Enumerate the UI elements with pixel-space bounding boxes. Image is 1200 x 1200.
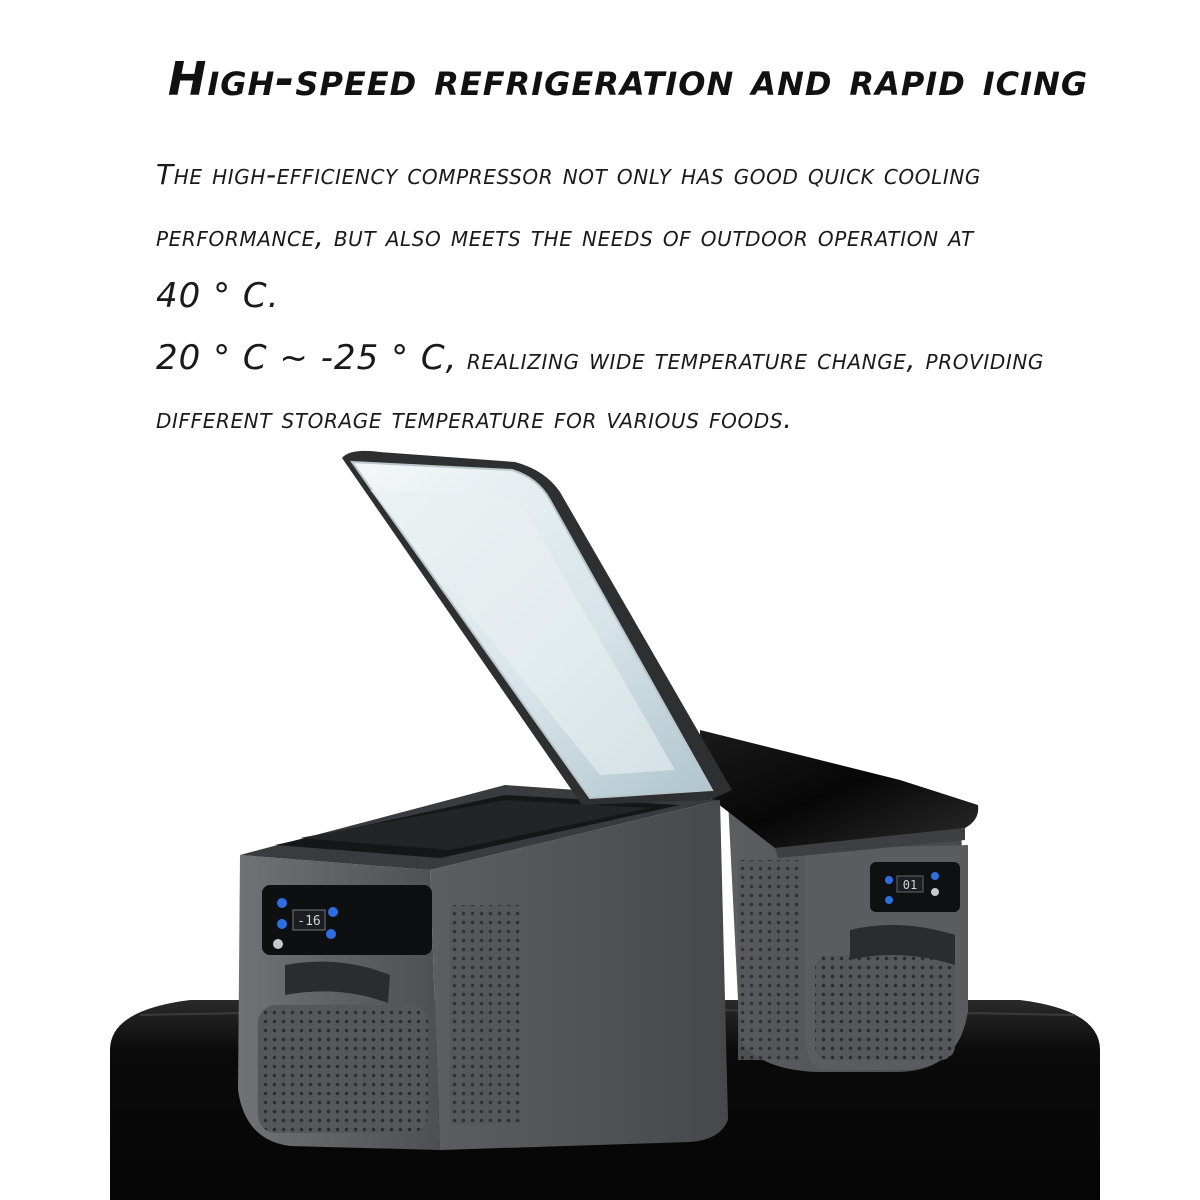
temperature-range: 20 ° C ~ -25 ° C,: [156, 338, 458, 378]
rear-button-icon: [885, 876, 893, 884]
description-line-3: 40 ° C.: [156, 276, 280, 316]
description-line-4: [156, 338, 1106, 378]
rear-display-readout: 01: [902, 878, 918, 892]
glass-lid: [342, 451, 732, 805]
description-line-4-rest: realizing wide temperature change, providing: [457, 343, 1044, 376]
rear-fridge: [700, 730, 978, 1072]
headline: High-speed refrigeration and rapid icing: [167, 52, 1089, 106]
product-illustration: [0, 440, 1200, 1200]
front-control-panel: [262, 885, 432, 955]
front-fridge: [238, 785, 728, 1150]
front-display-readout: -16: [297, 914, 321, 929]
description-line-5: different storage temperature for various foods.: [156, 402, 793, 435]
description-line-1: The high-efficiency compressor not only has good quick cooling: [156, 158, 981, 191]
description-line-2: performance, but also meets the needs of outdoor operation at: [156, 220, 974, 253]
